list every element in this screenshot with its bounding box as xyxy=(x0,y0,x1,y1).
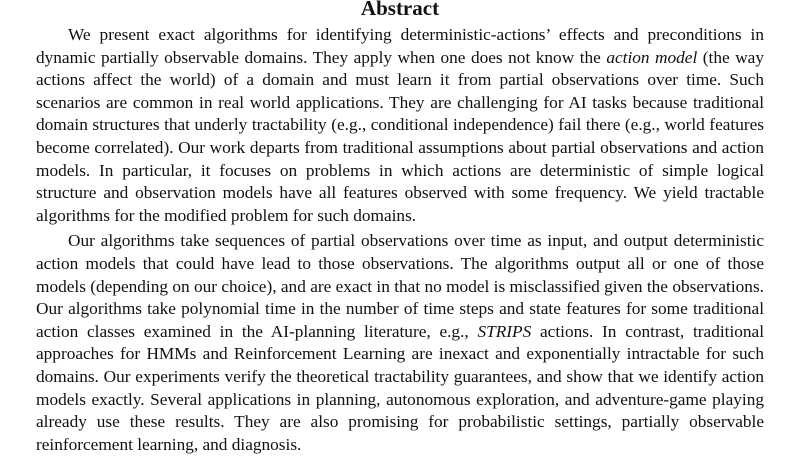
paragraph-2-text-a: Our algorithms take sequences of partial observations over time as input, and output deterministic action models that could have lead to those observations. The algorithms output all or one of those models (depending on our choice), and are exact in that no model is misclassified given the observations. Our algorithms take polynomial time in the number of time steps and state features for some traditional action classes examined in the AI-planning literature, e.g., xyxy=(36,231,764,341)
abstract-section xyxy=(36,0,764,456)
abstract-paragraph-2 xyxy=(36,230,764,456)
action-model-term: action model xyxy=(606,47,698,67)
strips-term: STRIPS xyxy=(477,321,532,341)
abstract-paragraph-1 xyxy=(36,24,764,227)
paragraph-1-text-a: We present exact algorithms for identifying deterministic-actions’ effects and preconditions in dynamic partially observable domains. They apply when one does not know the xyxy=(36,25,764,67)
abstract-heading: Abstract xyxy=(360,0,440,20)
paragraph-2-text-b: actions. In contrast, traditional approaches for HMMs and Reinforcement Learning are inexact and exponentially intractable for such domains. Our experiments verify the theoretical tractability guarantees, and show that we identify action models exactly. Several applications in planning, autonomous exploration, and adventure-game playing already use these results. They are also promising for probabilistic settings, partially observable reinforcement learning, and diagnosis. xyxy=(36,321,764,454)
paragraph-1-text-b: (the way actions affect the world) of a domain and must learn it from partial observations over time. Such scenarios are common in real world applications. They are challenging for AI tasks because traditional domain structures that underly tractability (e.g., conditional independence) fail there (e.g., world features become correlated). Our work departs from traditional assumptions about partial observations and action models. In particular, it focuses on problems in which actions are deterministic of simple logical structure and observation models have all features observed with some frequency. We yield tractable algorithms for the modified problem for such domains. xyxy=(36,47,764,225)
